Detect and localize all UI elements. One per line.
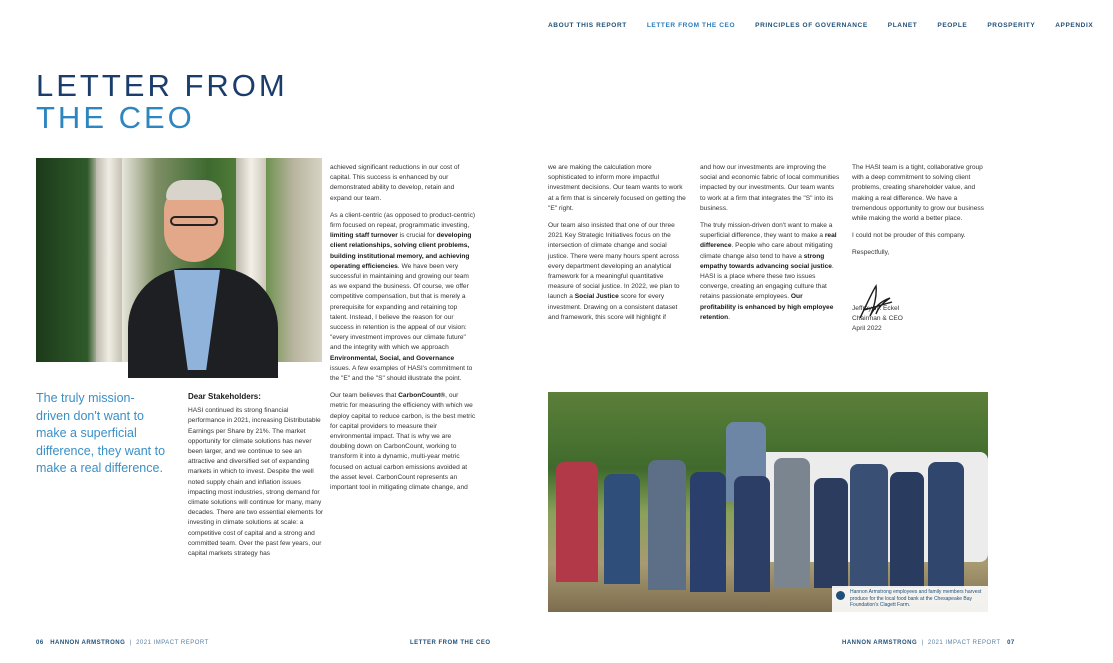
col5-paragraph-1: The HASI team is a tight, collaborative group with a deep commitment to solving client problems, creating shareholder value, and making a real difference. We have a tremendous opportunity to grow our business while making the world a better place. [852, 164, 984, 223]
letter-column-3 [548, 163, 688, 330]
title-line-2: THE CEO [36, 100, 195, 135]
letter-column-1 [188, 392, 324, 566]
text-run: . [728, 313, 731, 321]
text-run: . People who care about mitigating climate change also tend to have a [700, 242, 833, 260]
photo-person [604, 474, 640, 584]
page-title [36, 70, 288, 134]
footer-right [842, 640, 1015, 646]
photo-person [928, 462, 964, 588]
col4-paragraph-1: and how our investments are improving the social and economic fabric of local communities impacted by our investments. Our team wants to work at a firm that integrates the "S" into its business. [700, 164, 840, 212]
photo-person [648, 460, 686, 590]
pull-quote: The truly mission-driven don't want to make a superficial difference, they want to make a real difference. [36, 391, 166, 475]
page-number-left: 06 [36, 640, 44, 646]
col4-paragraph-2 [700, 221, 840, 323]
footer-left [36, 640, 209, 646]
photo-column-left [96, 158, 122, 362]
page-number-right: 07 [1007, 640, 1015, 646]
letter-column-2 [330, 163, 476, 500]
bold-run: developing client relationships, solving client problems, building institutional memory, and achieving operating efficiencies [330, 232, 472, 270]
photo-person [850, 464, 888, 588]
photo-person [690, 472, 726, 592]
footer-separator: | [919, 640, 926, 646]
nav-about[interactable]: ABOUT THIS REPORT [548, 22, 627, 29]
text-run: Our team also insisted that one of our three 2021 Key Strategic Initiatives focus on the intersection of climate change and social justice. There were many hours spent across every department developing an analytical framework for a meaningful quantitative measure of social justice. In 2022, we plan to launch a [548, 222, 680, 301]
col2-paragraph-1: achieved significant reductions in our cost of capital. This success is enhanced by our demonstrated ability to develop, retain and expand our team. [330, 164, 460, 202]
footer-report-left: 2021 IMPACT REPORT [136, 640, 209, 646]
salutation: Dear Stakeholders: [188, 392, 261, 401]
bold-run: real difference [700, 232, 837, 250]
col2-paragraph-2 [330, 211, 476, 384]
letter-column-4 [700, 163, 840, 330]
text-run: The truly mission-driven don't want to make a superficial difference, they want to make a [700, 222, 833, 240]
text-run: , our metric for measuring the efficiency with which we deploy capital to reduce carbon, is the best metric for capital providers to measure their environmental impact. That is why we are doubling down on CarbonCount, working to transform it into a dynamic, multi-year metric focused on actual carbon emissions avoided at the asset level. CarbonCount represents an important tool in mitigating climate change, and [330, 392, 476, 492]
photo-hair [166, 180, 222, 200]
col3-paragraph-2 [548, 221, 688, 323]
bold-run: CarbonCount® [398, 392, 446, 400]
photo-person [774, 458, 810, 588]
photo-person [890, 472, 924, 588]
photo-caption: Hannon Armstrong employees and family members harvest produce for the local food bank at the Chesapeake Bay Foundation's Clagett Farm. [850, 589, 982, 608]
photo-glasses [170, 216, 218, 226]
col3-paragraph-1: we are making the calculation more sophisticated to inform more impactful investment decisions. Our team wants to work at a firm that is sincerely focused on getting the "E" right. [548, 164, 686, 212]
col5-sign-off: Respectfully, [852, 249, 890, 257]
photo-person [814, 478, 848, 588]
footer-report-right: 2021 IMPACT REPORT [927, 640, 1001, 646]
text-run: Our team believes that [330, 392, 399, 400]
text-run: issues. A few examples of HASI's commitment to the "E" and the "S" should illustrate the point. [330, 364, 473, 383]
text-run: As a client-centric (as opposed to product-centric) firm focused on repeat, programmatic investing, [330, 211, 476, 230]
footer-separator: | [127, 640, 134, 646]
bold-run: Our profitability is enhanced by high employee retention [700, 293, 834, 321]
col1-paragraph-1: HASI continued its strong financial performance in 2021, increasing Distributable Earnings per Share by 21%. The market opportunity for climate solutions has never been larger, and we continue to see an attractive and diversified set of expanding markets in which to invest. Despite the well noted supply chain and inflation issues impacting most industries, strong demand for climate solutions will continue for many, many decades. There are two essential elements for investing in climate solutions at scale: a competitive cost of capital and a strong and committed team. Over the past few years, our capital markets strategy has [188, 407, 324, 558]
signature-icon [856, 282, 896, 324]
nav-planet[interactable]: PLANET [887, 22, 918, 29]
nav-people[interactable]: PEOPLE [937, 22, 968, 29]
col2-paragraph-3 [330, 391, 476, 493]
text-run: . We have been very successful in maintaining and growing our team as we expand the business. Of course, we offer competitive compensation, but that is merely a prerequisite for expanding and retaining top talent. Instead, I believe the reason for our success in retention is the appeal of our vision: "every investment improves our climate future" and the integrity with which we approach [330, 262, 469, 352]
ceo-photo [36, 158, 322, 362]
bold-run: Social Justice [574, 293, 619, 301]
caption-badge-icon [836, 591, 845, 600]
text-run: . HASI is a place where these two issues converge, creating an engaging culture that retains passionate employees. [700, 262, 834, 301]
title-line-1: LETTER FROM [36, 68, 288, 103]
team-photo [548, 392, 988, 612]
text-run: score for every investment. Drawing on a consistent dataset and framework, this score will highlight if [548, 293, 678, 321]
letter-date: April 2022 [852, 325, 882, 333]
signer-name: Jeffrey W. Eckel [852, 304, 900, 312]
photo-person [734, 476, 770, 592]
bold-run: limiting staff turnover [330, 232, 398, 240]
nav-letter-from-ceo[interactable]: LETTER FROM THE CEO [646, 22, 736, 29]
top-nav [548, 22, 1113, 29]
bold-run: strong empathy towards advancing social justice [700, 252, 832, 270]
nav-appendix[interactable]: APPENDIX [1055, 22, 1094, 29]
text-run: is crucial for [397, 232, 437, 240]
footer-center: LETTER FROM THE CEO [410, 640, 491, 646]
footer-brand-right: HANNON ARMSTRONG [842, 640, 918, 646]
signer-role: Chairman & CEO [852, 314, 903, 322]
nav-prosperity[interactable]: PROSPERITY [987, 22, 1036, 29]
col5-paragraph-2: I could not be prouder of this company. [852, 232, 966, 240]
bold-run: Environmental, Social, and Governance [330, 354, 455, 362]
nav-governance[interactable]: PRINCIPLES OF GOVERNANCE [755, 22, 868, 29]
photo-person [556, 462, 598, 582]
footer-brand-left: HANNON ARMSTRONG [50, 640, 126, 646]
